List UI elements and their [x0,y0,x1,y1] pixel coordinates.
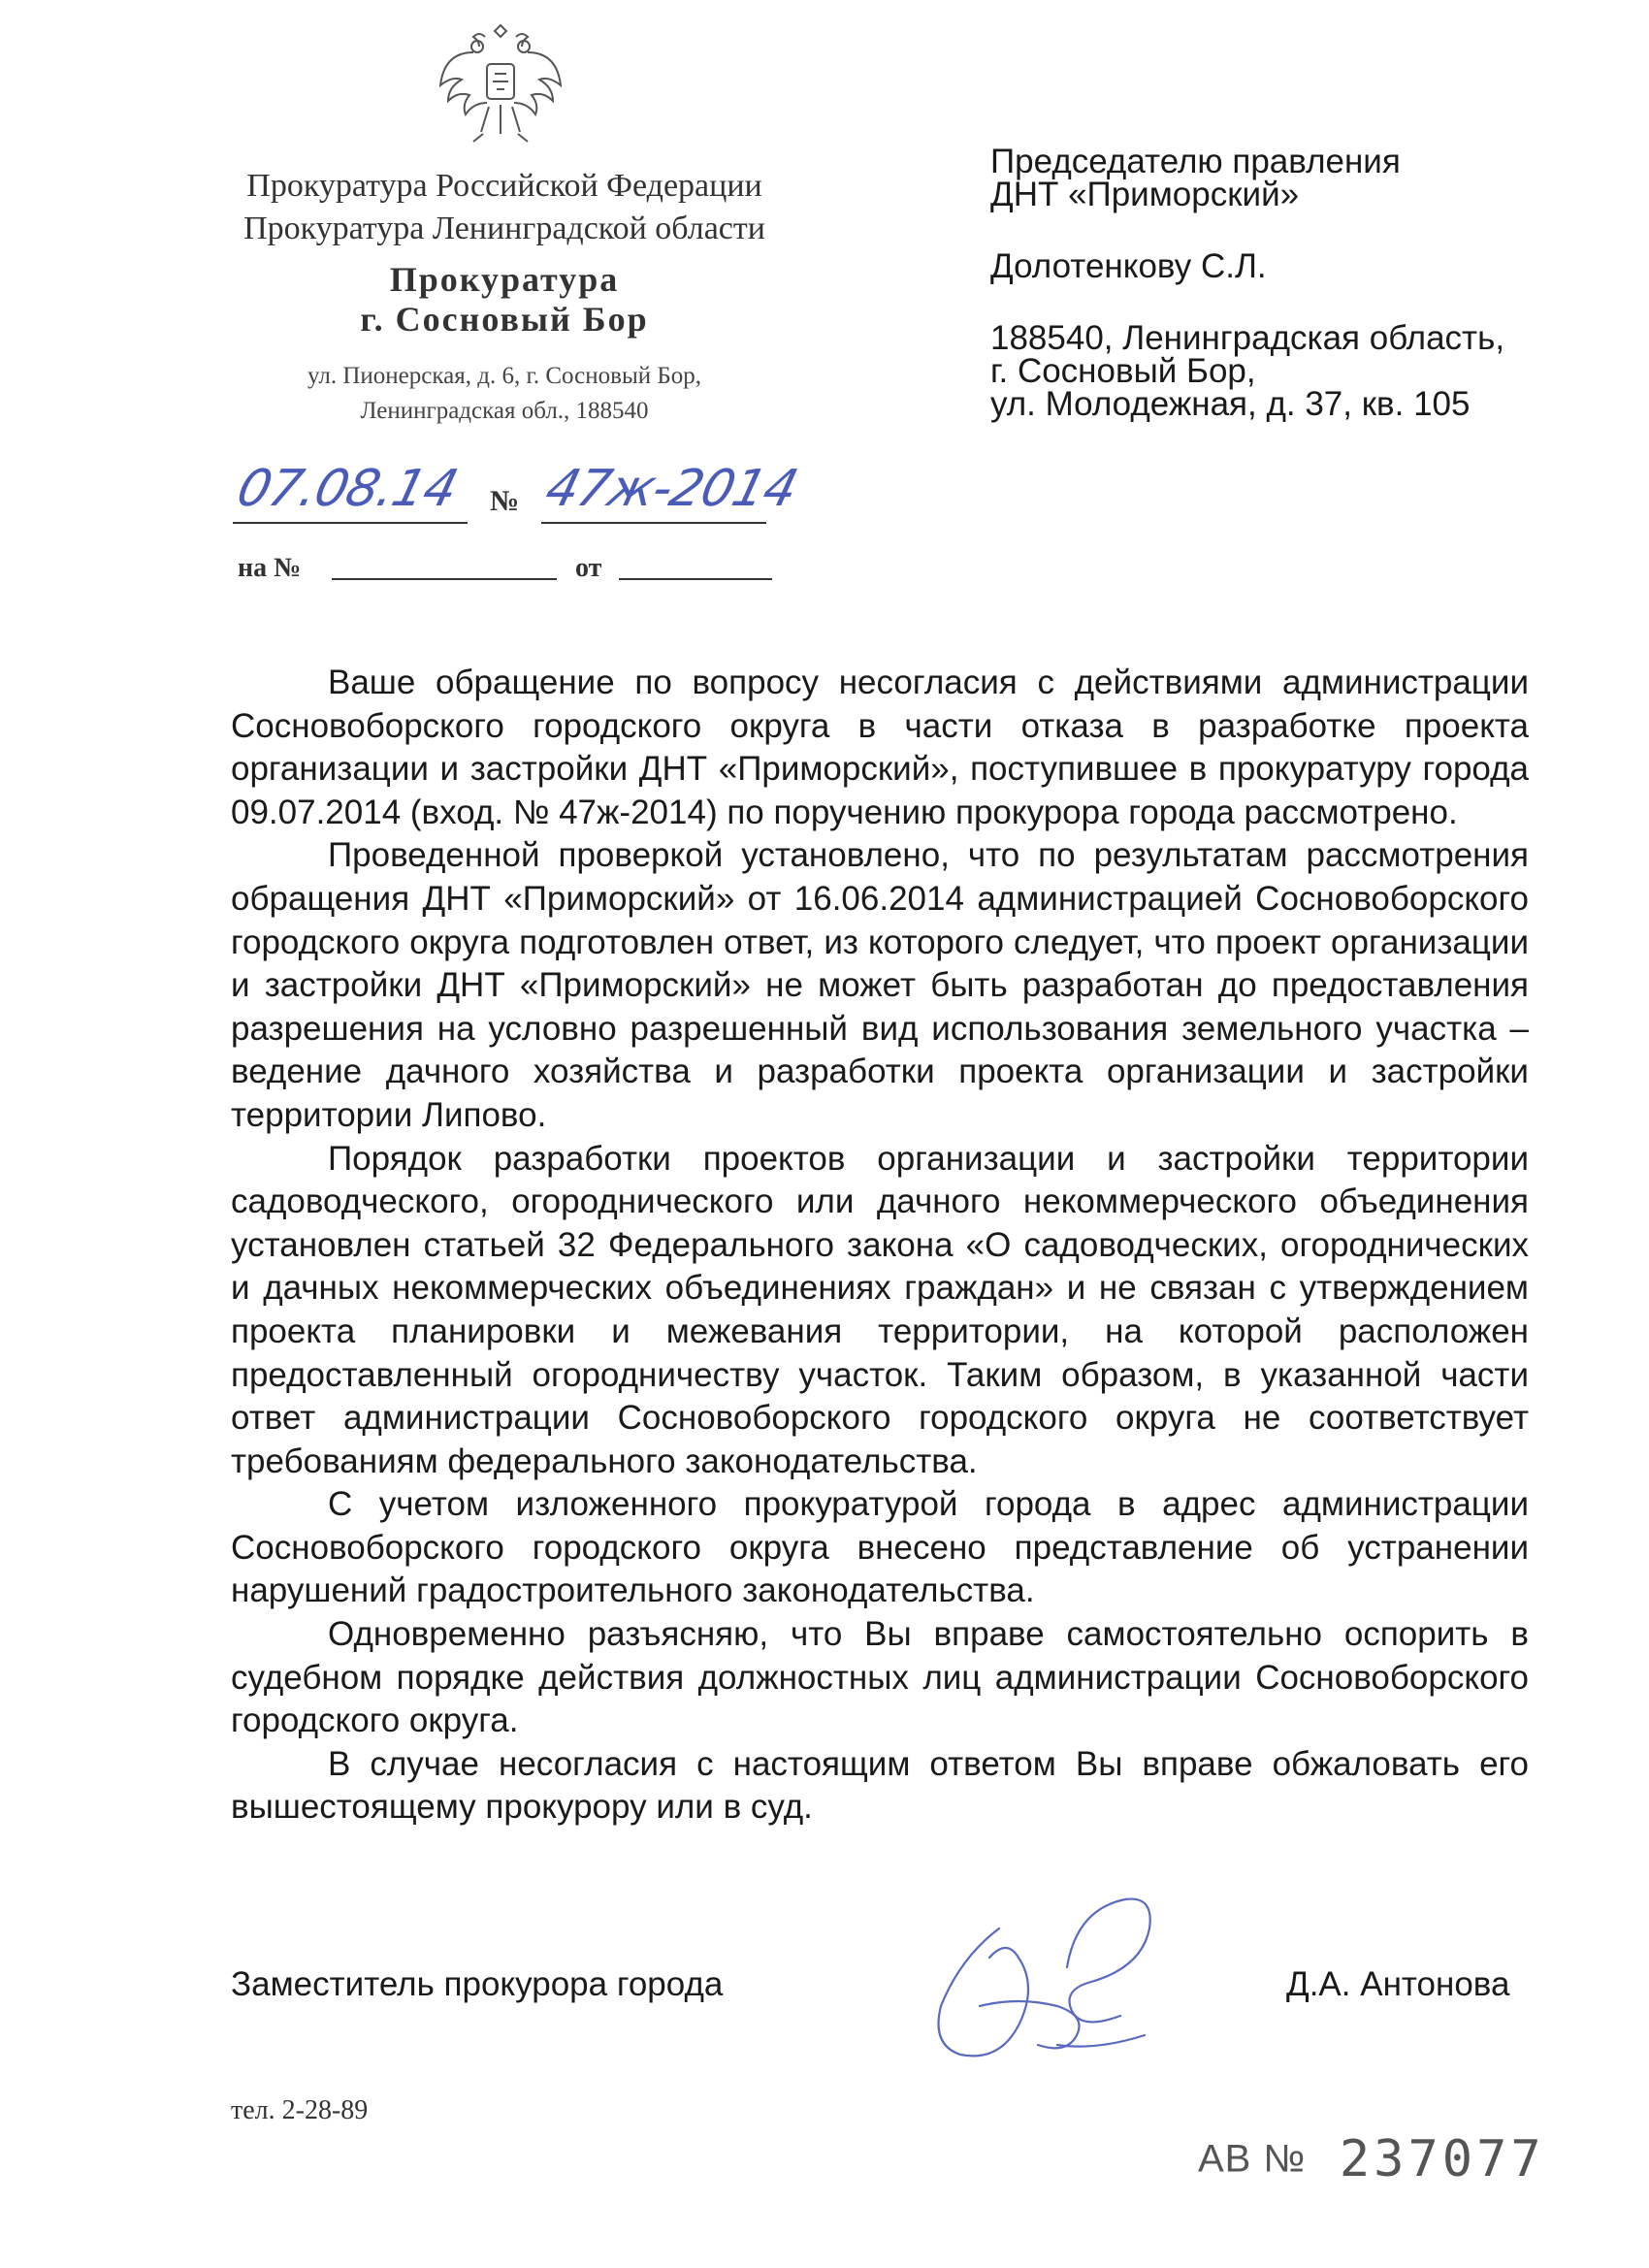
reference-blank [332,578,557,580]
body-paragraph: Проведенной проверкой установлено, что по результатам рассмотрения обращения ДНТ «Приморский» от 16.06.2014 администрацией Сосновоборского городского округа подготовлен ответ, из которого следует, что проект организации и застройки ДНТ «Приморский» не может быть разработан до предоставления разрешения на условно разрешенный вид использования земельного участка – ведение дачного хозяйства и разработки проекта организации и застройки территории Липово. [231,836,1529,1134]
from-label: от [575,553,602,583]
double-headed-eagle-icon [435,17,566,149]
sender-address-line-2: Ленинградская обл., 188540 [360,398,649,424]
body-paragraph: В случае несогласия с настоящим ответом Вы вправе обжаловать его вышестоящему прокурору или в суд. [231,1744,1529,1827]
handwritten-number: 47ж-2014 [539,460,803,518]
letter-body [231,662,1529,1830]
signatory-name: Д.А. Антонова [1286,1965,1510,2003]
addressee-address-2: г. Сосновый Бор, [990,352,1256,390]
reference-label: на № [238,553,302,583]
addressee-address-1: 188540, Ленинградская область, [990,319,1505,357]
agency-line-2: Прокуратура Ленинградской области [243,211,765,246]
handwritten-signature [922,1890,1183,2074]
from-blank [619,578,772,580]
form-serial-number [1198,2130,1545,2188]
addressee-line-1: Председателю правления [990,143,1401,180]
body-paragraph: Ваше обращение по вопросу несогласия с действиями администрации Сосновоборского городского округа в части отказа в разработке проекта организации и застройки ДНТ «Приморский», поступившее в прокуратуру города 09.07.2014 (вход. № 47ж-2014) по поручению прокурора города рассмотрено. [231,664,1529,831]
registration-number-field [539,460,803,524]
agency-line-1: Прокуратура Российской Федерации [246,168,762,204]
number-sign: № [490,485,520,517]
serial-prefix: АВ № [1198,2137,1307,2181]
handwritten-date: 07.08.14 [231,460,464,518]
body-paragraph: Одновременно разъясняю, что Вы вправе самостоятельно оспорить в судебном порядке действия должностных лиц администрации Сосновоборского городского округа. [231,1615,1529,1740]
addressee-block [990,143,1611,423]
addressee-address-3: ул. Молодежная, д. 37, кв. 105 [990,385,1471,423]
body-paragraph: С учетом изложенного прокуратурой города в адрес администрации Сосновоборского городского округа внесено представление об устранении нарушений градостроительного законодательства. [231,1485,1529,1610]
serial-number: 237077 [1339,2130,1545,2188]
signatory-title: Заместитель прокурора города [231,1965,724,2003]
office-line-1: Прокуратура [389,260,620,299]
sender-address-line-1: ул. Пионерская, д. 6, г. Сосновый Бор, [307,363,701,389]
office-line-2: г. Сосновый Бор [360,300,649,339]
sender-header [165,165,844,429]
phone-number: тел. 2-28-89 [231,2095,369,2125]
addressee-name: Долотенкову С.Л. [990,247,1267,285]
registration-date-field [231,460,468,524]
addressee-line-2: ДНТ «Приморский» [990,176,1300,213]
body-paragraph: Порядок разработки проектов организации и застройки территории садоводческого, огороднического или дачного некоммерческого объединения установлен статьей 32 Федерального закона «О садоводческих, огороднических и дачных некоммерческих объединениях граждан» и не связан с утверждением проекта планировки и межевания территории, на которой расположен предоставленный огородничеству участок. Таким образом, в указанной части ответ администрации Сосновоборского городского округа не соответствует требованиям федерального законодательства. [231,1139,1529,1480]
